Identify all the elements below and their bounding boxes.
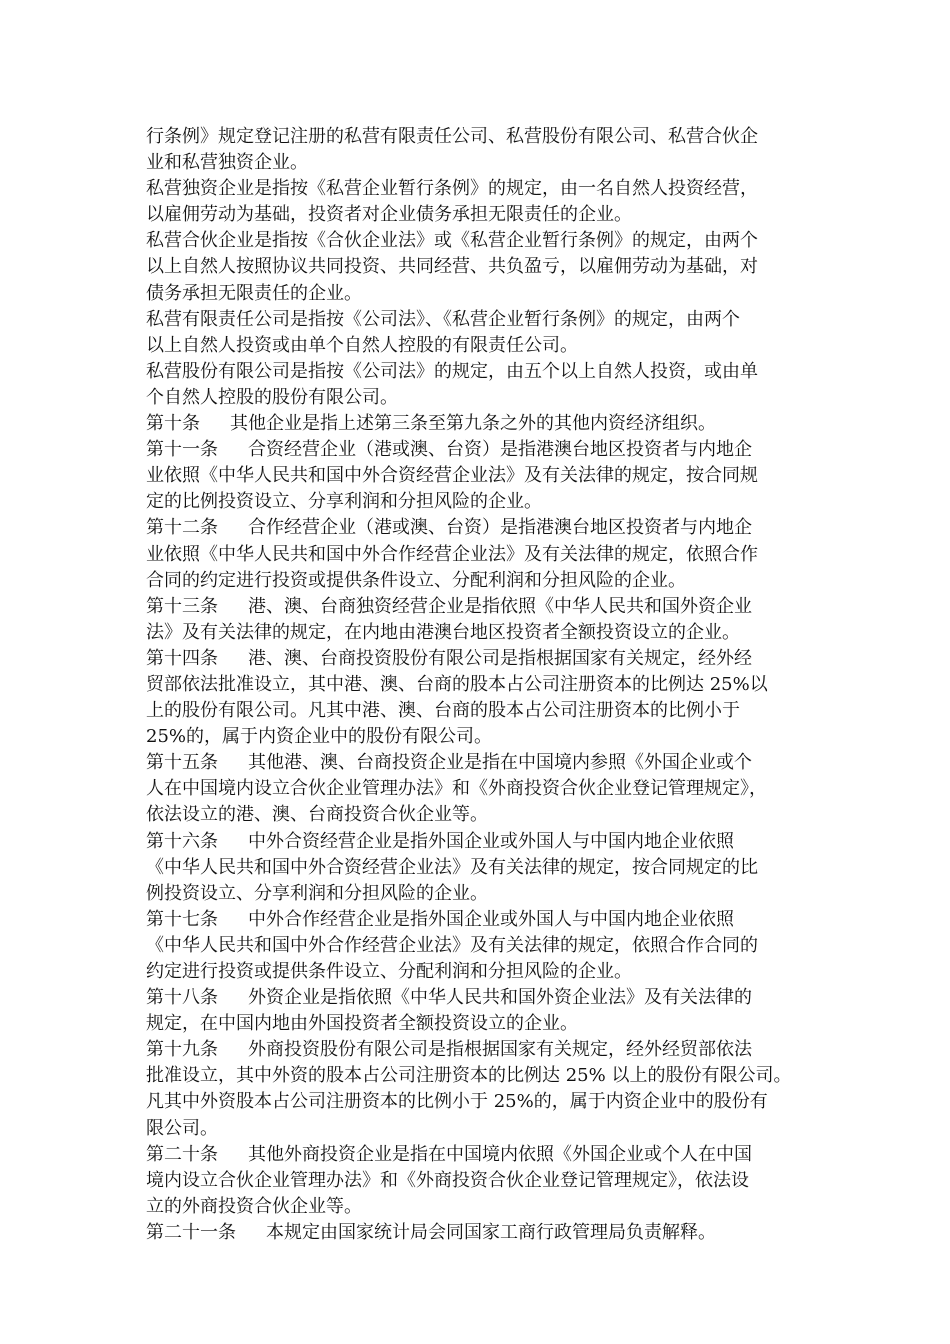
text-line: 以上自然人投资或由单个自然人控股的有限责任公司。 [146,334,578,356]
article-paragraph [146,985,816,1037]
article-text: 本规定由国家统计局会同国家工商行政管理局负责解释。 [266,1221,716,1243]
paragraph [146,228,816,306]
text-line: 境内设立合伙企业管理办法》和《外商投资合伙企业登记管理规定》，依法设 [146,1169,749,1191]
text-line: 贸部依法批准设立，其中港、澳、台商的股本占公司注册资本的比例达 25%以 [146,673,768,695]
text-line: 定的比例投资设立、分享利润和分担风险的企业。 [146,491,542,513]
article-paragraph [146,1220,816,1246]
article-text: 中外合资经营企业是指外国企业或外国人与中国内地企业依照 [248,830,734,852]
article-text: 合资经营企业（港或澳、台资）是指港澳台地区投资者与内地企 [248,439,752,461]
article-text: 其他港、澳、台商投资企业是指在中国境内参照《外国企业或个 [248,752,752,774]
paragraph [146,359,816,411]
text-line: 人在中国境内设立合伙企业管理办法》和《外商投资合伙企业登记管理规定》， [146,778,767,800]
text-line: 私营股份有限公司是指按《公司法》的规定，由五个以上自然人投资，或由单 [146,360,758,382]
article-paragraph [146,907,816,985]
article-first-line [146,907,816,933]
text-line: 个自然人控股的股份有限公司。 [146,386,398,408]
article-paragraph [146,646,816,750]
text-line: 上的股份有限公司。凡其中港、澳、台商的股本占公司注册资本的比例小于 [146,700,740,722]
article-paragraph [146,437,816,515]
text-line: 债务承担无限责任的企业。 [146,282,362,304]
document-body [146,124,816,1246]
article-first-line [146,411,816,437]
article-text: 外资企业是指依照《中华人民共和国外资企业法》及有关法律的 [248,987,752,1009]
text-line: 私营合伙企业是指按《合伙企业法》或《私营企业暂行条例》的规定，由两个 [146,230,758,252]
article-first-line [146,594,816,620]
text-line: 合同的约定进行投资或提供条件设立、分配利润和分担风险的企业。 [146,569,686,591]
article-first-line [146,829,816,855]
article-first-line [146,646,816,672]
text-line: 例投资设立、分享利润和分担风险的企业。 [146,882,488,904]
article-number: 第十四条 [146,647,218,669]
article-number: 第十八条 [146,987,218,1009]
article-paragraph [146,594,816,646]
article-number: 第十条 [146,413,200,435]
text-line: 业依照《中华人民共和国中外合作经营企业法》及有关法律的规定，依照合作 [146,543,758,565]
article-paragraph [146,829,816,907]
article-first-line [146,515,816,541]
text-line: 25%的，属于内资企业中的股份有限公司。 [146,726,493,748]
text-line: 规定，在中国内地由外国投资者全额投资设立的企业。 [146,1013,578,1035]
text-line: 以上自然人按照协议共同投资、共同经营、共负盈亏，以雇佣劳动为基础，对 [146,256,758,278]
paragraph [146,176,816,228]
paragraph [146,307,816,359]
article-text: 港、澳、台商投资股份有限公司是指根据国家有关规定，经外经 [248,647,752,669]
text-line: 批准设立，其中外资的股本占公司注册资本的比例达 25% 以上的股份有限公司。 [146,1065,792,1087]
article-number: 第十五条 [146,752,218,774]
article-first-line [146,437,816,463]
article-text: 中外合作经营企业是指外国企业或外国人与中国内地企业依照 [248,908,734,930]
text-line: 立的外商投资合伙企业等。 [146,1195,362,1217]
article-text: 外商投资股份有限公司是指根据国家有关规定，经外经贸部依法 [248,1039,752,1061]
article-number: 第二十条 [146,1143,218,1165]
text-line: 《中华人民共和国中外合作经营企业法》及有关法律的规定，依照合作合同的 [146,934,758,956]
article-number: 第十一条 [146,439,218,461]
text-line: 私营有限责任公司是指按《公司法》、《私营企业暂行条例》的规定，由两个 [146,308,740,330]
text-line: 约定进行投资或提供条件设立、分配利润和分担风险的企业。 [146,961,632,982]
article-number: 第十七条 [146,908,218,930]
article-paragraph [146,1037,816,1141]
article-first-line [146,1220,816,1246]
article-paragraph [146,1142,816,1220]
text-line: 法》及有关法律的规定，在内地由港澳台地区投资者全额投资设立的企业。 [146,621,740,643]
article-text: 港、澳、台商独资经营企业是指依照《中华人民共和国外资企业 [248,595,752,617]
article-number: 第十二条 [146,517,218,539]
text-line: 行条例》规定登记注册的私营有限责任公司、私营股份有限公司、私营合伙企 [146,126,758,147]
article-text: 其他外商投资企业是指在中国境内依照《外国企业或个人在中国 [248,1143,752,1165]
article-number: 第十六条 [146,830,218,852]
text-line: 私营独资企业是指按《私营企业暂行条例》的规定，由一名自然人投资经营， [146,178,758,200]
article-number: 第十九条 [146,1039,218,1061]
text-line: 业和私营独资企业。 [146,152,308,174]
article-number: 第十三条 [146,595,218,617]
article-first-line [146,1142,816,1168]
article-first-line [146,750,816,776]
article-text: 其他企业是指上述第三条至第九条之外的其他内资经济组织。 [230,413,716,435]
article-first-line [146,1037,816,1063]
article-paragraph [146,515,816,593]
text-line: 限公司。 [146,1117,218,1139]
text-line: 《中华人民共和国中外合资经营企业法》及有关法律的规定，按合同规定的比 [146,856,758,878]
article-paragraph [146,411,816,437]
text-line: 业依照《中华人民共和国中外合资经营企业法》及有关法律的规定，按合同规 [146,465,758,487]
article-text: 合作经营企业（港或澳、台资）是指港澳台地区投资者与内地企 [248,517,752,539]
article-number: 第二十一条 [146,1221,236,1243]
text-line: 以雇佣劳动为基础，投资者对企业债务承担无限责任的企业。 [146,204,632,226]
article-first-line [146,985,816,1011]
text-line: 凡其中外资股本占公司注册资本的比例小于 25%的，属于内资企业中的股份有 [146,1091,768,1113]
text-line: 依法设立的港、澳、台商投资合伙企业等。 [146,804,488,826]
paragraph [146,124,816,176]
article-paragraph [146,750,816,828]
